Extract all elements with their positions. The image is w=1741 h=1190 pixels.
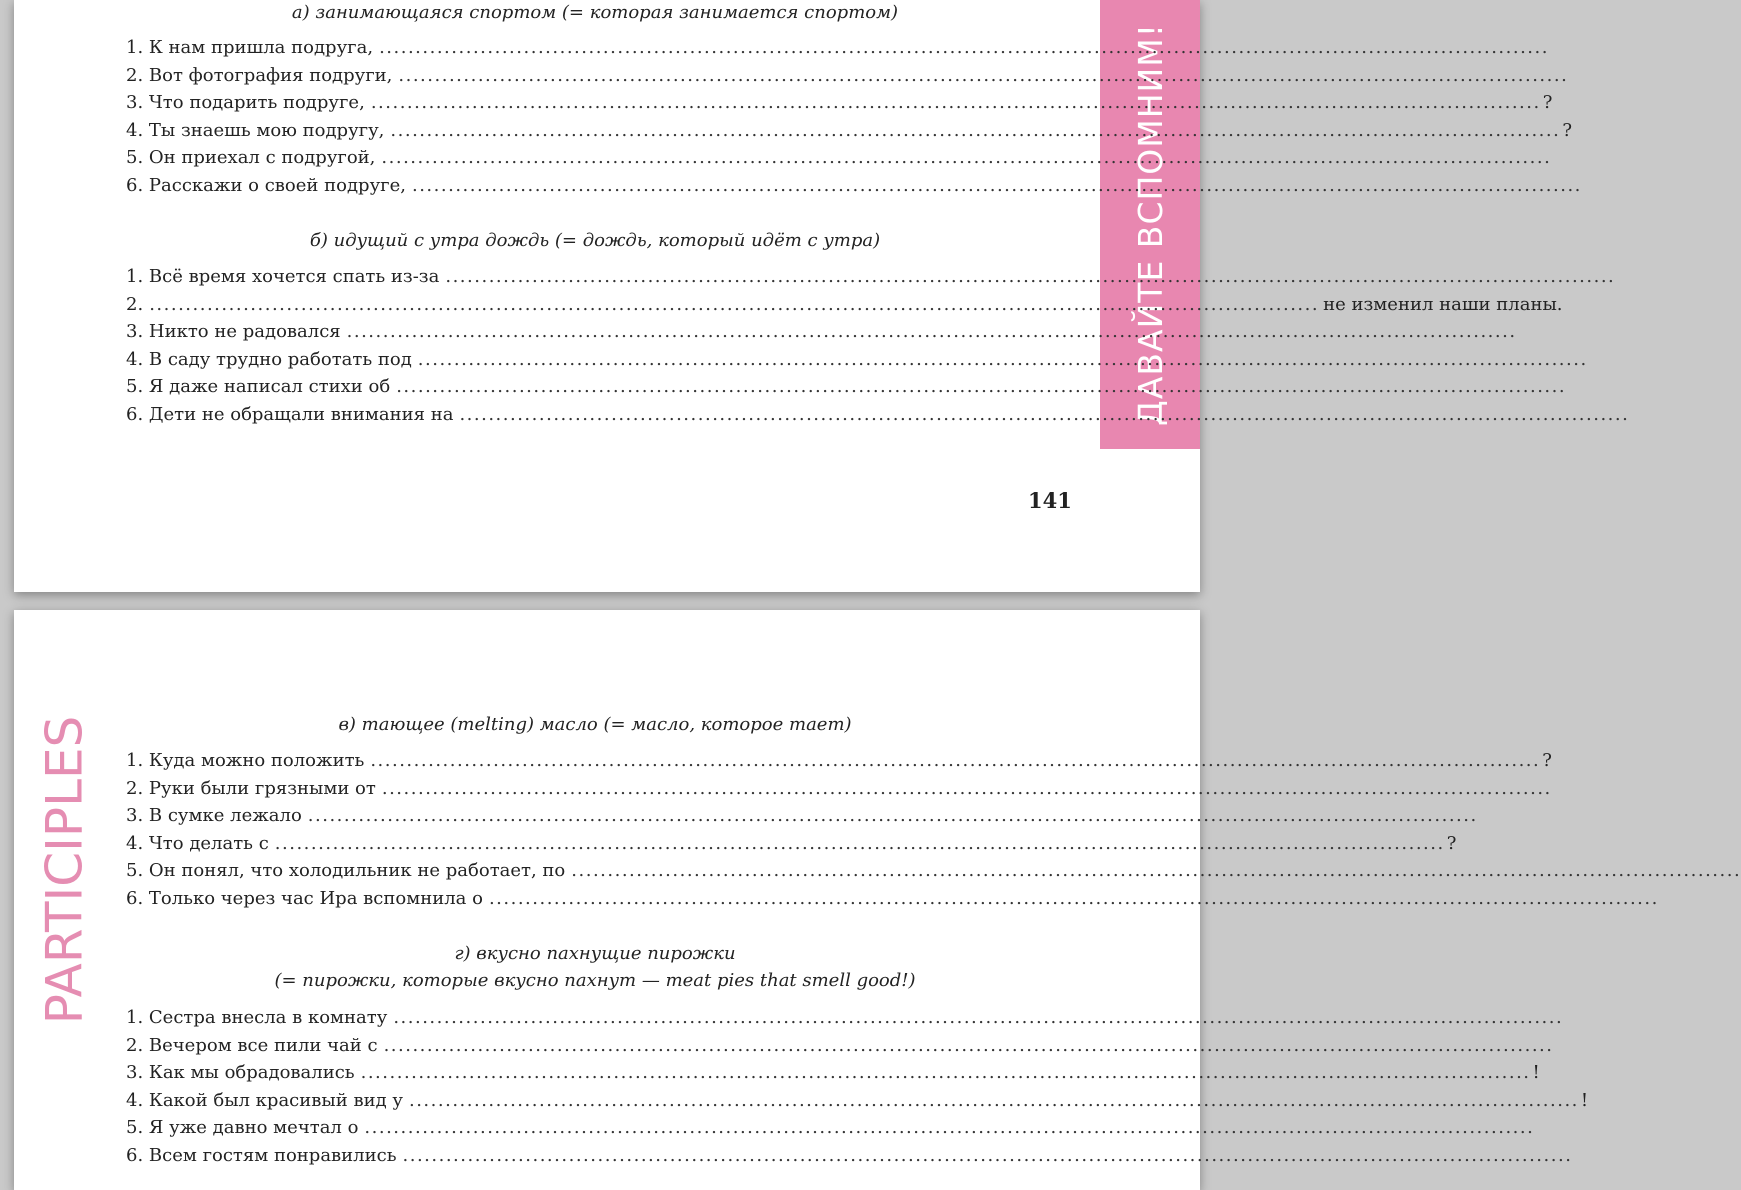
list-item: 4. В саду трудно работать под ..................................................................................................................................................................	[126, 348, 1588, 370]
answer-blank[interactable]: ..................................................................................................................................................................	[370, 92, 1541, 113]
answer-blank[interactable]: ..................................................................................................................................................................	[307, 805, 1478, 826]
answer-blank[interactable]: ..................................................................................................................................................................	[408, 1089, 1579, 1111]
answer-blank[interactable]: ..................................................................................................................................................................	[364, 1117, 1535, 1138]
section-g-list	[126, 1007, 1589, 1172]
chapter-side-label: PARTICIPLES	[35, 715, 94, 1025]
list-item: 1. Всё время хочется спать из-за ..................................................................................................................................................................	[126, 266, 1616, 287]
section-g-heading: г) вкусно пахнущие пирожки	[454, 943, 736, 964]
list-item: 6. Дети не обращали внимания на ..................................................................................................................................................................	[126, 403, 1630, 425]
section-b-list	[126, 266, 1630, 431]
answer-blank[interactable]: ..................................................................................................................................................................	[370, 750, 1541, 771]
answer-blank[interactable]: ..................................................................................................................................................................	[571, 860, 1741, 881]
list-item: 4. Какой был красивый вид у .................................................................................................................................................................. !	[126, 1089, 1589, 1111]
answer-blank[interactable]: ..................................................................................................................................................................	[393, 1007, 1564, 1028]
answer-blank[interactable]: ..................................................................................................................................................................	[488, 887, 1659, 909]
list-item: 3. Как мы обрадовались .................................................................................................................................................................. !	[126, 1062, 1540, 1083]
answer-blank[interactable]: ..................................................................................................................................................................	[383, 1034, 1554, 1056]
section-a-list	[126, 37, 1582, 202]
answer-blank[interactable]: ..................................................................................................................................................................	[396, 376, 1567, 397]
list-item: 2. .................................................................................................................................................................. не изменил наши планы.	[126, 293, 1563, 315]
section-g-subheading: (= пирожки, которые вкусно пахнут — meat pies that smell good!)	[274, 970, 916, 991]
list-item: 5. Он приехал с подругой, ..................................................................................................................................................................	[126, 147, 1552, 168]
answer-blank[interactable]: ..................................................................................................................................................................	[381, 147, 1552, 168]
list-item: 6. Только через час Ира вспомнила о ..................................................................................................................................................................	[126, 887, 1659, 909]
list-item: 1. Куда можно положить .................................................................................................................................................................. ?	[126, 750, 1552, 771]
section-a-heading: а) занимающаяся спортом (= которая занимается спортом)	[291, 2, 899, 23]
list-item: 5. Я уже давно мечтал о ..................................................................................................................................................................	[126, 1117, 1535, 1138]
list-item: 1. К нам пришла подруга, ..................................................................................................................................................................	[126, 37, 1549, 58]
answer-blank[interactable]: ..................................................................................................................................................................	[398, 64, 1569, 86]
answer-blank[interactable]: ..................................................................................................................................................................	[402, 1144, 1573, 1166]
chapter-side-title	[24, 700, 104, 1040]
list-item: 2. Руки были грязными от ..................................................................................................................................................................	[126, 777, 1552, 799]
list-item: 2. Вот фотография подруги, ..................................................................................................................................................................	[126, 64, 1569, 86]
page-number: 141	[1028, 488, 1072, 513]
list-item: 1. Сестра внесла в комнату ..................................................................................................................................................................	[126, 1007, 1564, 1028]
answer-blank[interactable]: ..................................................................................................................................................................	[417, 348, 1588, 370]
answer-blank[interactable]: ..................................................................................................................................................................	[274, 832, 1445, 854]
answer-blank[interactable]: ..................................................................................................................................................................	[149, 293, 1320, 315]
list-item: 3. Что подарить подруге, .................................................................................................................................................................. ?	[126, 92, 1553, 113]
answer-blank[interactable]: ..................................................................................................................................................................	[411, 174, 1582, 196]
list-item: 3. В сумке лежало ..................................................................................................................................................................	[126, 805, 1478, 826]
answer-blank[interactable]: ..................................................................................................................................................................	[360, 1062, 1531, 1083]
list-item: 6. Всем гостям понравились ..................................................................................................................................................................	[126, 1144, 1573, 1166]
answer-blank[interactable]: ..................................................................................................................................................................	[390, 119, 1561, 141]
list-item: 5. Он понял, что холодильник не работает, по ..................................................................................................................................................................	[126, 860, 1741, 881]
list-item: 6. Расскажи о своей подруге, ..................................................................................................................................................................	[126, 174, 1582, 196]
section-v-list	[126, 750, 1741, 915]
answer-blank[interactable]: ..................................................................................................................................................................	[379, 37, 1549, 58]
answer-blank[interactable]: ..................................................................................................................................................................	[459, 403, 1630, 425]
list-item: 3. Никто не радовался ..................................................................................................................................................................	[126, 321, 1517, 342]
list-item: 4. Что делать с .................................................................................................................................................................. ?	[126, 832, 1457, 854]
list-item: 4. Ты знаешь мою подругу, .................................................................................................................................................................. ?	[126, 119, 1572, 141]
section-v-heading: в) тающее (melting) масло (= масло, которое тает)	[338, 714, 852, 735]
answer-blank[interactable]: ..................................................................................................................................................................	[381, 777, 1552, 799]
section-b-heading: б) идущий с утра дождь (= дождь, который идёт с утра)	[309, 230, 881, 251]
list-item: 2. Вечером все пили чай с ..................................................................................................................................................................	[126, 1034, 1554, 1056]
list-item: 5. Я даже написал стихи об ..................................................................................................................................................................	[126, 376, 1567, 397]
section-tab-label: ДАВАЙТЕ ВСПОМНИМ!	[1130, 23, 1170, 426]
answer-blank[interactable]: ..................................................................................................................................................................	[445, 266, 1616, 287]
answer-blank[interactable]: ..................................................................................................................................................................	[346, 321, 1517, 342]
